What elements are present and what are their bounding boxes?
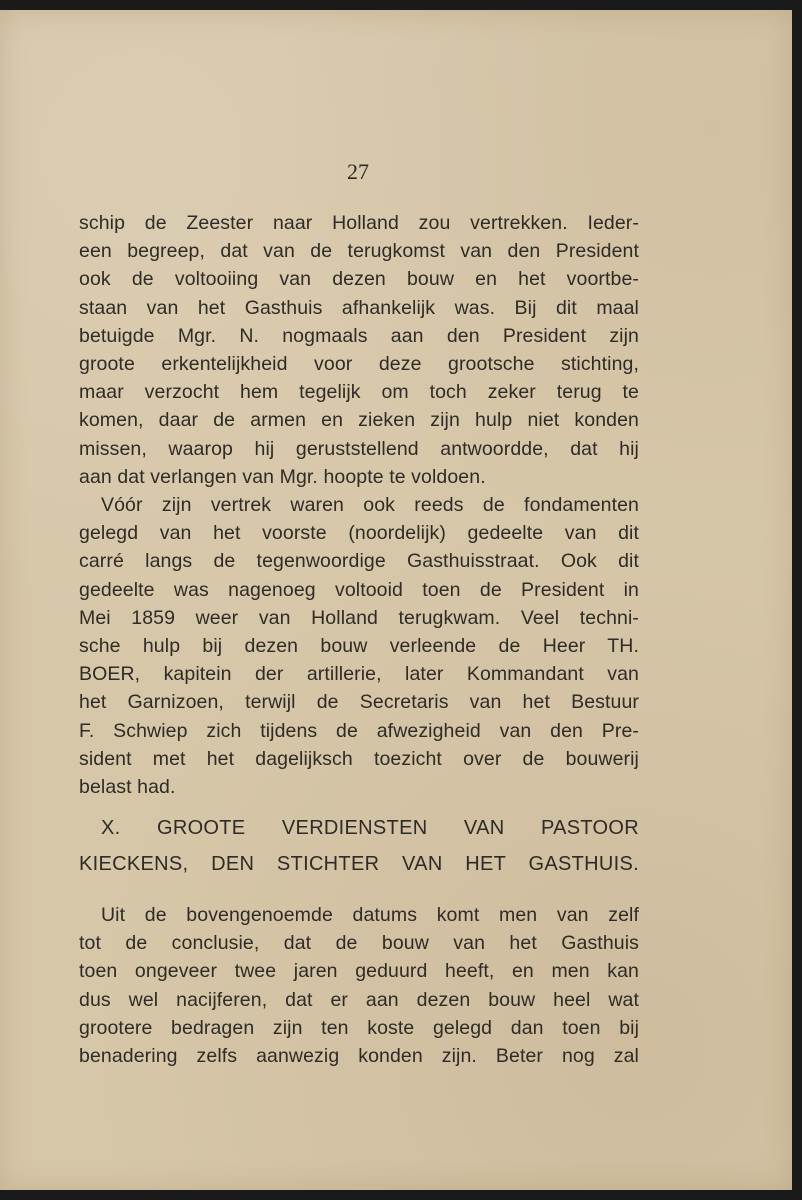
section-heading bbox=[79, 810, 639, 882]
text-line: gelegd van het voorste (noordelijk) gedeelte van dit bbox=[79, 522, 639, 545]
text-line: toen ongeveer twee jaren geduurd heeft, en men kan bbox=[79, 960, 639, 983]
text-line: dus wel nacijferen, dat er aan dezen bouw heel wat bbox=[79, 988, 639, 1011]
text-line: grootere bedragen zijn ten koste gelegd dan toen bij bbox=[79, 1016, 639, 1039]
text-line: betuigde Mgr. N. nogmaals aan den President zijn bbox=[79, 324, 639, 347]
text-line: staan van het Gasthuis afhankelijk was. Bij dit maal bbox=[79, 296, 639, 319]
text-line: sche hulp bij dezen bouw verleende de Heer TH. bbox=[79, 634, 639, 657]
text-line: groote erkentelijkheid voor deze grootsche stichting, bbox=[79, 352, 639, 375]
text-line: benadering zelfs aanwezig konden zijn. Beter nog zal bbox=[79, 1044, 639, 1067]
paragraph-1 bbox=[79, 209, 639, 491]
text-line: missen, waarop hij geruststellend antwoordde, dat hij bbox=[79, 437, 639, 460]
page-number: 27 bbox=[347, 159, 369, 184]
text-line: ook de voltooiing van dezen bouw en het voortbe- bbox=[79, 268, 639, 291]
text-line: aan dat verlangen van Mgr. hoopte te voldoen. bbox=[79, 465, 486, 488]
heading-line: X. GROOTE VERDIENSTEN VAN PASTOOR bbox=[101, 817, 639, 839]
text-line: een begreep, dat van de terugkomst van den President bbox=[79, 240, 639, 263]
text-line: Mei 1859 weer van Holland terugkwam. Veel techni- bbox=[79, 606, 639, 629]
text-line: sident met het dagelijksch toezicht over de bouwerij bbox=[79, 747, 639, 770]
paragraph-3 bbox=[79, 901, 639, 1070]
text-line: maar verzocht hem tegelijk om toch zeker terug te bbox=[79, 381, 639, 404]
paragraph-2 bbox=[79, 491, 639, 801]
heading-line: KIECKENS, DEN STICHTER VAN HET GASTHUIS. bbox=[79, 853, 639, 875]
text-line: BOER, kapitein der artillerie, later Kommandant van bbox=[79, 663, 639, 686]
text-line: F. Schwiep zich tijdens de afwezigheid van den Pre- bbox=[79, 719, 639, 742]
text-line: het Garnizoen, terwijl de Secretaris van het Bestuur bbox=[79, 691, 639, 714]
text-line: belast had. bbox=[79, 775, 176, 798]
text-line: Vóór zijn vertrek waren ook reeds de fondamenten bbox=[101, 494, 639, 516]
text-line: komen, daar de armen en zieken zijn hulp niet konden bbox=[79, 409, 639, 432]
text-line: Uit de bovengenoemde datums komt men van zelf bbox=[101, 904, 639, 926]
book-page bbox=[0, 10, 792, 1190]
text-line: gedeelte was nagenoeg voltooid toen de President in bbox=[79, 578, 639, 601]
text-line: carré langs de tegenwoordige Gasthuisstraat. Ook dit bbox=[79, 550, 639, 573]
text-line: tot de conclusie, dat de bouw van het Gasthuis bbox=[79, 932, 639, 955]
text-line: schip de Zeester naar Holland zou vertrekken. Ieder- bbox=[79, 212, 639, 234]
